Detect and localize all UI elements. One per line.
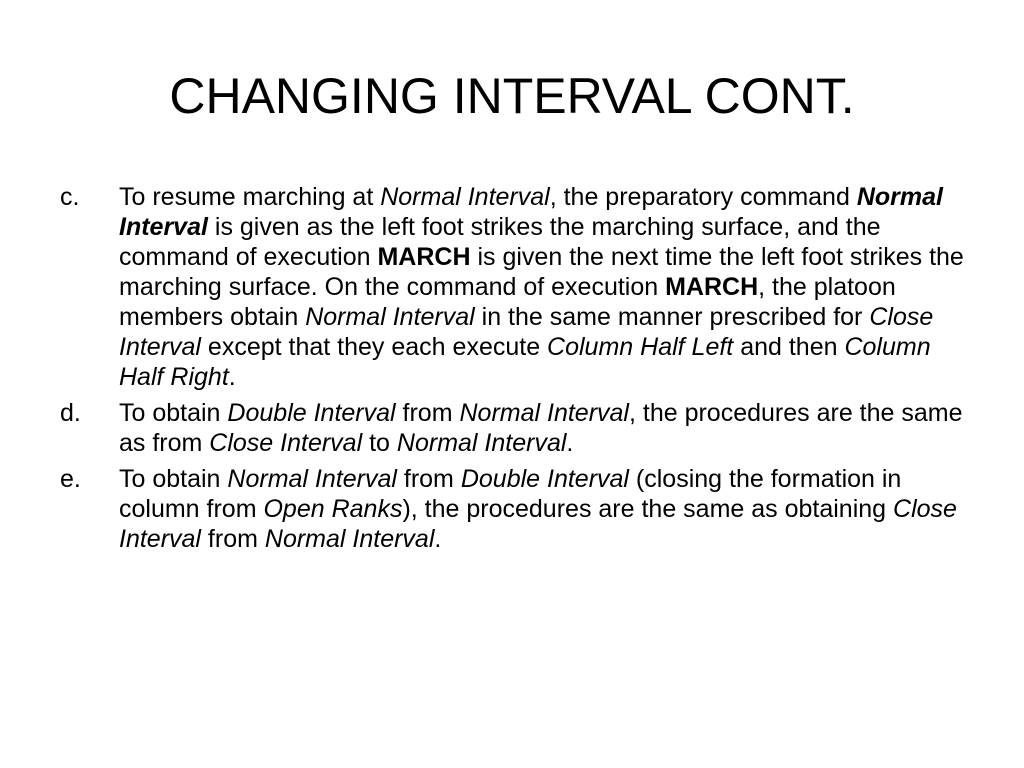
text-run: in the same manner prescribed for: [474, 303, 870, 331]
text-run: To obtain: [119, 399, 228, 427]
emphasis-run: Normal Interval: [459, 399, 629, 427]
text-run: and then: [733, 333, 845, 361]
text-run: ), the procedures are the same as obtaining: [402, 495, 894, 523]
text-run: To obtain: [119, 465, 228, 493]
emphasis-run: Double Interval: [460, 465, 629, 493]
text-run: is given the next time the left foot strikes the marching surface. On the command of execution: [119, 243, 964, 301]
slide-body: [60, 182, 965, 560]
list-item-text: [119, 398, 965, 458]
emphasis-run: Normal Interval: [227, 465, 397, 493]
emphasis-run: Close Interval: [209, 429, 363, 457]
text-run: To resume marching at: [119, 183, 381, 211]
emphasis-run: Column Half Right: [119, 333, 931, 391]
list-item-text: [119, 464, 965, 554]
list-item: [60, 182, 965, 392]
emphasis-run: Normal Interval: [264, 525, 435, 553]
text-run: .: [566, 429, 574, 457]
text-run: except that they each execute: [200, 333, 548, 361]
emphasis-run: Double Interval: [227, 399, 396, 427]
emphasis-run: Normal Interval: [305, 303, 475, 331]
emphasis-run: Open Ranks: [263, 495, 403, 523]
emphasis-run: Close Interval: [119, 303, 934, 361]
emphasis-run: Normal Interval: [119, 183, 943, 241]
text-run: (closing the formation in column from: [119, 465, 902, 523]
text-run: , the procedures are the same as from: [119, 399, 963, 457]
emphasis-run: MARCH: [377, 243, 471, 271]
text-run: .: [434, 525, 442, 553]
text-run: , the platoon members obtain: [119, 273, 896, 331]
emphasis-run: Close Interval: [119, 495, 957, 553]
text-run: from: [200, 525, 265, 553]
list-item-marker: c.: [60, 183, 80, 211]
emphasis-run: Column Half Left: [547, 333, 734, 361]
list-item-marker: e.: [60, 465, 81, 493]
text-run: is given as the left foot strikes the marching surface, and the command of execution: [119, 213, 881, 271]
list-item-marker: d.: [60, 399, 81, 427]
text-run: from: [396, 465, 461, 493]
text-run: to: [362, 429, 397, 457]
text-run: .: [228, 363, 236, 391]
emphasis-run: Normal Interval: [380, 183, 550, 211]
emphasis-run: Normal Interval: [396, 429, 567, 457]
list-item-text: [119, 182, 965, 392]
text-run: from: [395, 399, 460, 427]
list-item: [60, 464, 965, 554]
list-item: [60, 398, 965, 458]
text-run: , the preparatory command: [549, 183, 857, 211]
slide-title: CHANGING INTERVAL CONT.: [169, 68, 855, 124]
emphasis-run: MARCH: [665, 273, 759, 301]
